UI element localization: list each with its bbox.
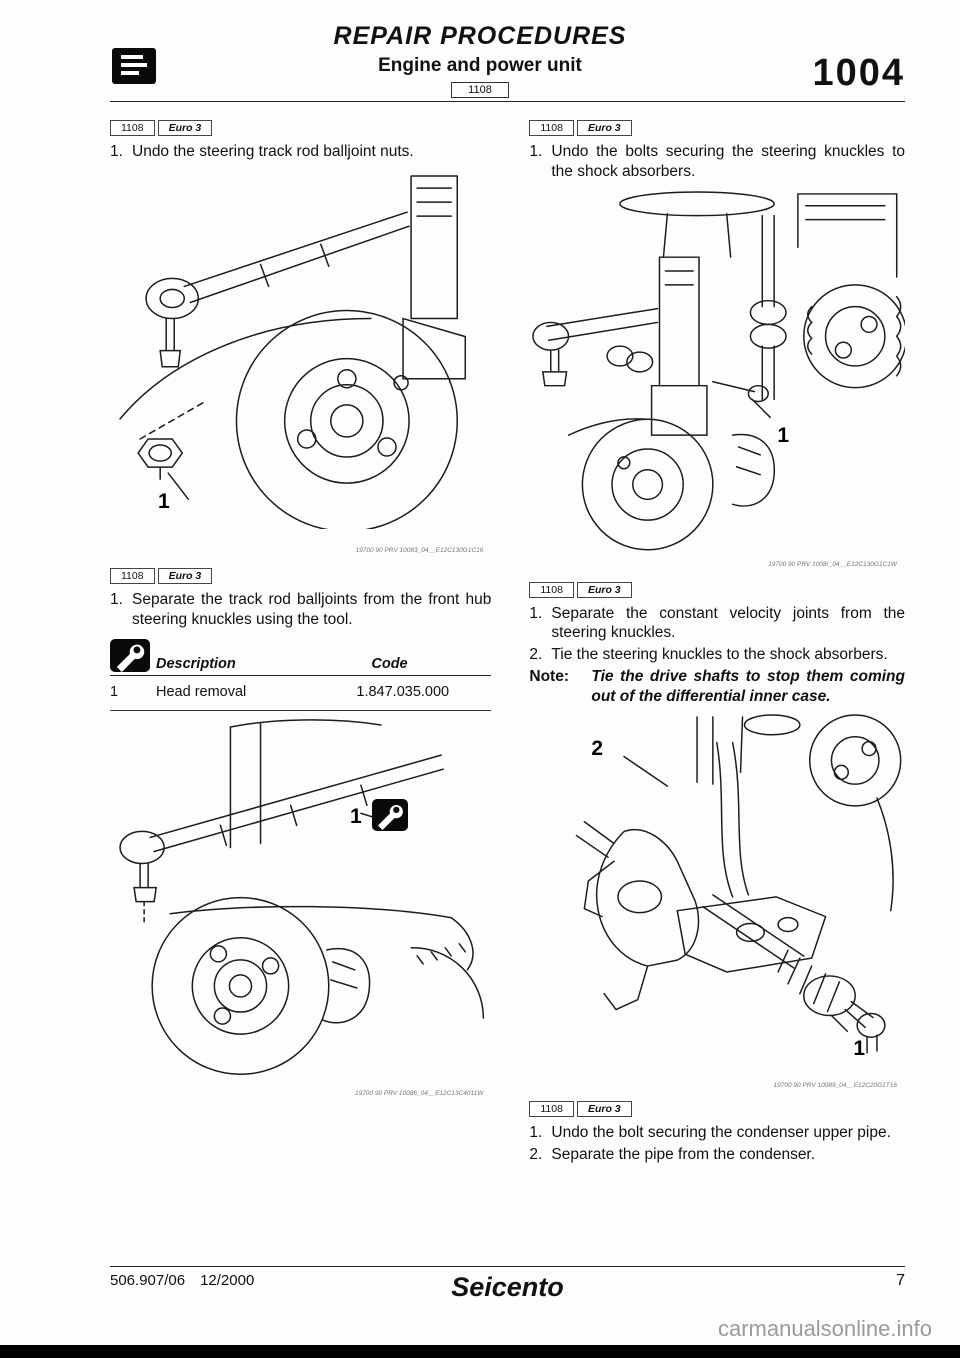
step-text: Separate the track rod balljoints from the front hub steering knuckles using the tool. <box>132 590 492 628</box>
tool-row <box>110 676 491 711</box>
procedure-step <box>529 142 905 182</box>
procedure-step <box>110 142 491 162</box>
figure-caption: 19700 90 PRV 10083_04__E12C130G1C16 <box>355 546 484 554</box>
page-number: 7 <box>896 1272 905 1289</box>
figure-track-rod-nut <box>110 168 491 546</box>
step-number: 1. <box>529 604 543 622</box>
step-number: 1. <box>529 143 543 160</box>
variant-badge <box>529 1101 905 1117</box>
step-number: 2. <box>529 646 543 664</box>
page-title: REPAIR PROCEDURES <box>333 22 627 50</box>
engine-icon <box>112 48 156 84</box>
knuckle-bolts-illustration <box>529 188 905 552</box>
tool-table-header <box>110 639 491 676</box>
step-text: Separate the constant velocity joints from the steering knuckles. <box>551 604 905 642</box>
procedure-note <box>529 667 905 707</box>
footer-rule <box>110 1266 905 1267</box>
variant-code-badge: 1108 <box>529 582 574 598</box>
step-text: Undo the bolt securing the condenser upper pipe. <box>551 1123 891 1141</box>
note-label: Note: <box>529 668 569 686</box>
euro3-badge: Euro 3 <box>158 568 213 584</box>
tool-code: 1.847.035.000 <box>356 684 450 701</box>
tool-number: 1 <box>110 684 119 701</box>
page-footer <box>110 1272 905 1303</box>
variant-code-badge: 1108 <box>110 120 155 136</box>
variant-badge <box>529 582 905 598</box>
euro3-badge: Euro 3 <box>158 120 213 136</box>
variant-code-badge: 1108 <box>529 1101 574 1117</box>
figure-callout-1: 1 <box>777 423 790 447</box>
page-header <box>0 0 960 104</box>
figure-callout-1: 1 <box>350 805 362 829</box>
step-number: 1. <box>529 1123 543 1141</box>
tool-table <box>110 639 491 711</box>
step-number: 2. <box>529 1145 543 1163</box>
procedure-step <box>529 645 905 665</box>
step-number: 1. <box>110 590 123 608</box>
wrench-icon <box>110 639 150 672</box>
step-number: 1. <box>110 143 123 160</box>
figure-callout-2: 2 <box>591 736 604 760</box>
procedure-step <box>529 1123 905 1143</box>
bottom-scan-bar <box>0 1345 960 1358</box>
watermark-text: carmanualsonline.info <box>717 1316 932 1341</box>
wrench-tool-icon <box>372 799 408 831</box>
figure-caption: 19700 90 PRV 10086_04__E12C13C4011W <box>354 1090 484 1098</box>
step-text: Separate the pipe from the condenser. <box>551 1145 816 1163</box>
variant-code-badge: 1108 <box>110 568 155 584</box>
euro3-badge: Euro 3 <box>577 582 632 598</box>
page-code: 1004 <box>812 52 905 94</box>
tool-description: Head removal <box>156 684 247 701</box>
step-text: Undo the steering track rod balljoint nuts. <box>132 143 414 160</box>
variant-badge <box>110 568 491 584</box>
variant-code-badge: 1108 <box>529 120 574 136</box>
figure-knuckle-bolts <box>529 188 905 560</box>
model-name: Seicento <box>451 1272 564 1302</box>
figure-drive-shaft <box>529 713 905 1081</box>
balljoint-tool-illustration <box>110 717 491 1078</box>
variant-badge <box>110 120 491 136</box>
step-text: Tie the steering knuckles to the shock absorbers. <box>551 646 888 664</box>
content-columns <box>0 104 960 1166</box>
figure-callout-1: 1 <box>853 1036 866 1060</box>
euro3-badge: Euro 3 <box>577 1101 632 1117</box>
drive-shaft-illustration <box>529 713 905 1069</box>
note-text: Tie the drive shafts to stop them coming out of the differential inner case. <box>591 668 905 705</box>
procedure-step <box>529 1145 905 1165</box>
step-text: Undo the bolts securing the steering knuckles to the shock absorbers. <box>551 143 905 180</box>
figure-caption: 19700 90 PRV 10089_04__E12C20G1T16 <box>773 1081 897 1089</box>
figure-callout-1: 1 <box>158 489 170 513</box>
track-rod-nut-illustration <box>110 168 491 529</box>
right-column <box>529 114 905 1166</box>
tool-col-code: Code <box>371 656 408 673</box>
variant-badge <box>529 120 905 136</box>
procedure-step <box>529 604 905 644</box>
euro3-badge: Euro 3 <box>577 120 632 136</box>
engine-code-box: 1108 <box>451 82 509 98</box>
tool-col-description: Description <box>156 656 236 673</box>
document-reference: 506.907/06 12/2000 <box>110 1272 255 1289</box>
section-title: Engine and power unit <box>378 55 582 76</box>
figure-caption: 19700 90 PRV 1008r_04__E12C130G1C1W <box>768 560 897 568</box>
figure-balljoint-tool <box>110 717 491 1089</box>
left-column <box>110 114 491 1166</box>
header-rule <box>110 101 905 102</box>
procedure-step <box>110 590 491 630</box>
